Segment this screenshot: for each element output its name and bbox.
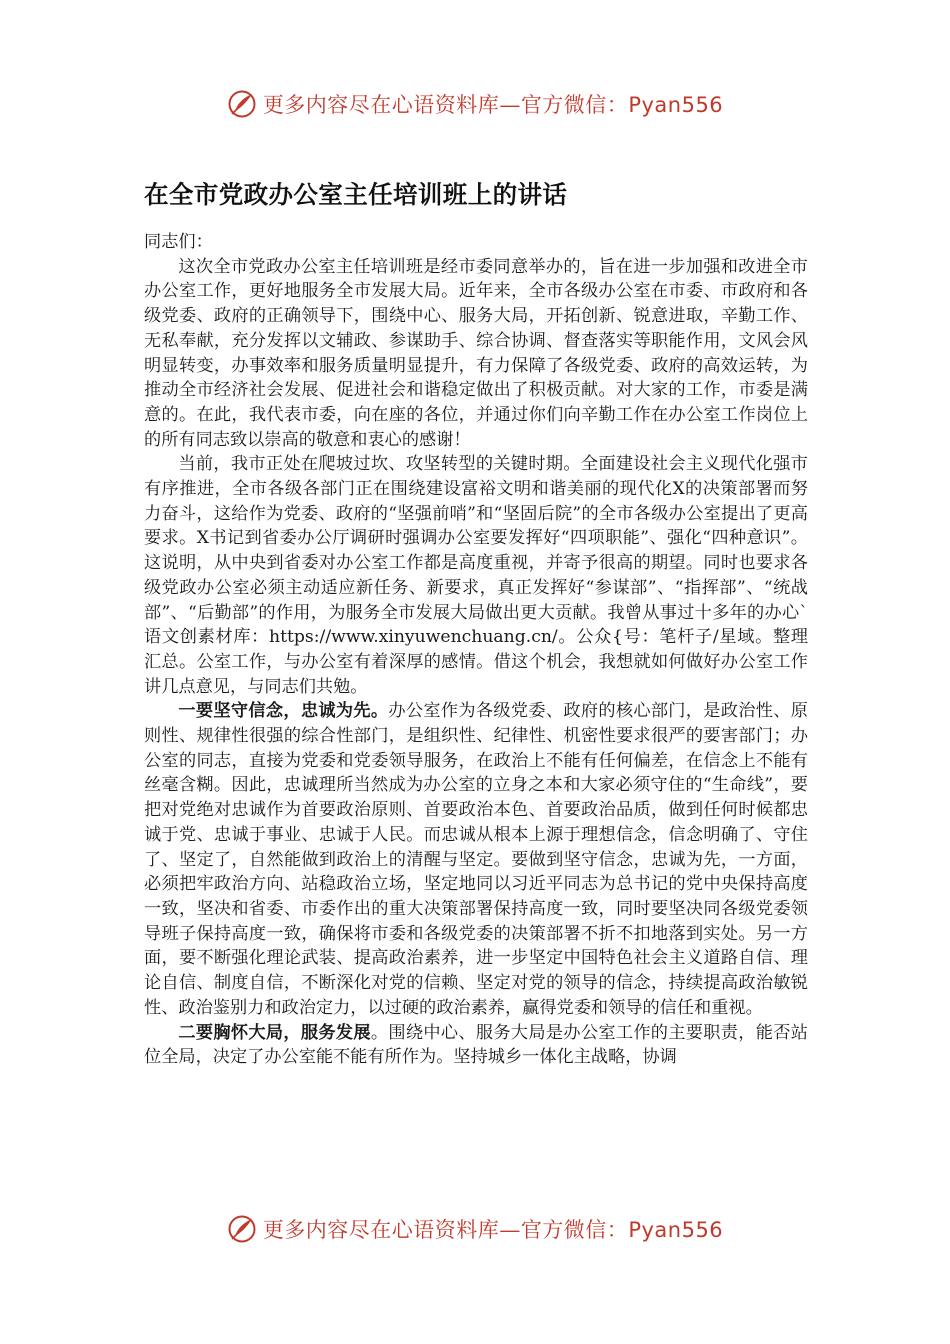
section-1-heading: 一要坚守信念，忠诚为先。	[178, 701, 389, 722]
quill-logo-icon	[227, 89, 257, 119]
header-watermark-banner	[0, 84, 950, 124]
document-title: 在全市党政办公室主任培训班上的讲话	[144, 180, 568, 209]
document-body	[144, 230, 808, 1070]
paragraph-intro: 这次全市党政办公室主任培训班是经市委同意举办的，旨在进一步加强和改进全市办公室工作，更好地服务全市发展大局。近年来，全市各级办公室在市委、市政府和各级党委、政府的正确领导下，围绕中心、服务大局，开拓创新、锐意进取，辛勤工作、无私奉献，充分发挥以文辅政、参谋助手、综合协调、督查落实等职能作用，文风会风明显转变，办事效率和服务质量明显提升，有力保障了各级党委、政府的高效运转，为推动全市经济社会发展、促进社会和谐稳定做出了积极贡献。对大家的工作，市委是满意的。在此，我代表市委，向在座的各位，并通过你们向辛勤工作在办公室工作岗位上的所有同志致以崇高的敬意和衷心的感谢！	[144, 256, 808, 450]
watermark-text: 更多内容尽在心语资料库—官方微信：Pyan556	[262, 1218, 724, 1242]
section-2-heading: 二要胸怀大局，服务发展	[178, 1022, 371, 1043]
footer-watermark-banner	[0, 1209, 950, 1249]
paragraph-context: 当前，我市正处在爬坡过坎、攻坚转型的关键时期。全面建设社会主义现代化强市有序推进，全市各级各部门正在围绕建设富裕文明和谐美丽的现代化X的决策部署而努力奋斗，这给作为党委、政府的“坚强前哨”和“坚固后院”的全市各级办公室提出了更高要求。X书记到省委办公厅调研时强调办公室要发挥好“四项职能”、强化“四种意识”。这说明，从中央到省委对办公室工作都是高度重视，并寄予很高的期望。同时也要求各级党政办公室必须主动适应新任务、新要求，真正发挥好“参谋部”、“指挥部”、“统战部”、“后勤部”的作用，为服务全市发展大局做出更大贡献。我曾从事过十多年的办心`语文创素材库：https://www.xinyuwenchuang.cn/。公众{号：笔杆子/星域。整理汇总。公室工作，与办公室有着深厚的感情。借这个机会，我想就如何做好办公室工作讲几点意见，与同志们共勉。	[144, 454, 808, 697]
section-2-body: 。围绕中心、服务大局是办公室工作的主要职责，能否站位全局，决定了办公室能不能有所作为。坚持城乡一体化主战略，协调	[144, 1022, 808, 1068]
section-2	[144, 1021, 808, 1070]
quill-logo-icon	[227, 1214, 257, 1244]
section-1-body: 办公室作为各级党委、政府的核心部门，是政治性、原则性、规律性很强的综合性部门，是组织性、纪律性、机密性要求很严的要害部门；办公室的同志，直接为党委和党委领导服务，在政治上不能有任何偏差，在信念上不能有丝毫含糊。因此，忠诚理所当然成为办公室的立身之本和大家必须守住的“生命线”，要把对党绝对忠诚作为首要政治原则、首要政治本色、首要政治品质，做到任何时候都忠诚于党、忠诚于事业、忠诚于人民。而忠诚从根本上源于理想信念，信念明确了、守住了、坚定了，自然能做到政治上的清醒与坚定。要做到坚守信念，忠诚为先，一方面，必须把牢政治方向、站稳政治立场，坚定地同以习近平同志为总书记的党中央保持高度一致，坚决和省委、市委作出的重大决策部署保持高度一致，同时要坚决同各级党委领导班子保持高度一致，确保将市委和各级党委的决策部署不折不扣地落到实处。另一方面，要不断强化理论武装、提高政治素养，进一步坚定中国特色社会主义道路自信、理论自信、制度自信，不断深化对党的信赖、坚定对党的领导的信念，持续提高政治敏锐性、政治鉴别力和政治定力，以过硬的政治素养，赢得党委和领导的信任和重视。	[144, 701, 808, 1018]
salutation: 同志们：	[144, 232, 213, 252]
watermark-text: 更多内容尽在心语资料库—官方微信：Pyan556	[262, 93, 724, 117]
section-1	[144, 699, 808, 1020]
